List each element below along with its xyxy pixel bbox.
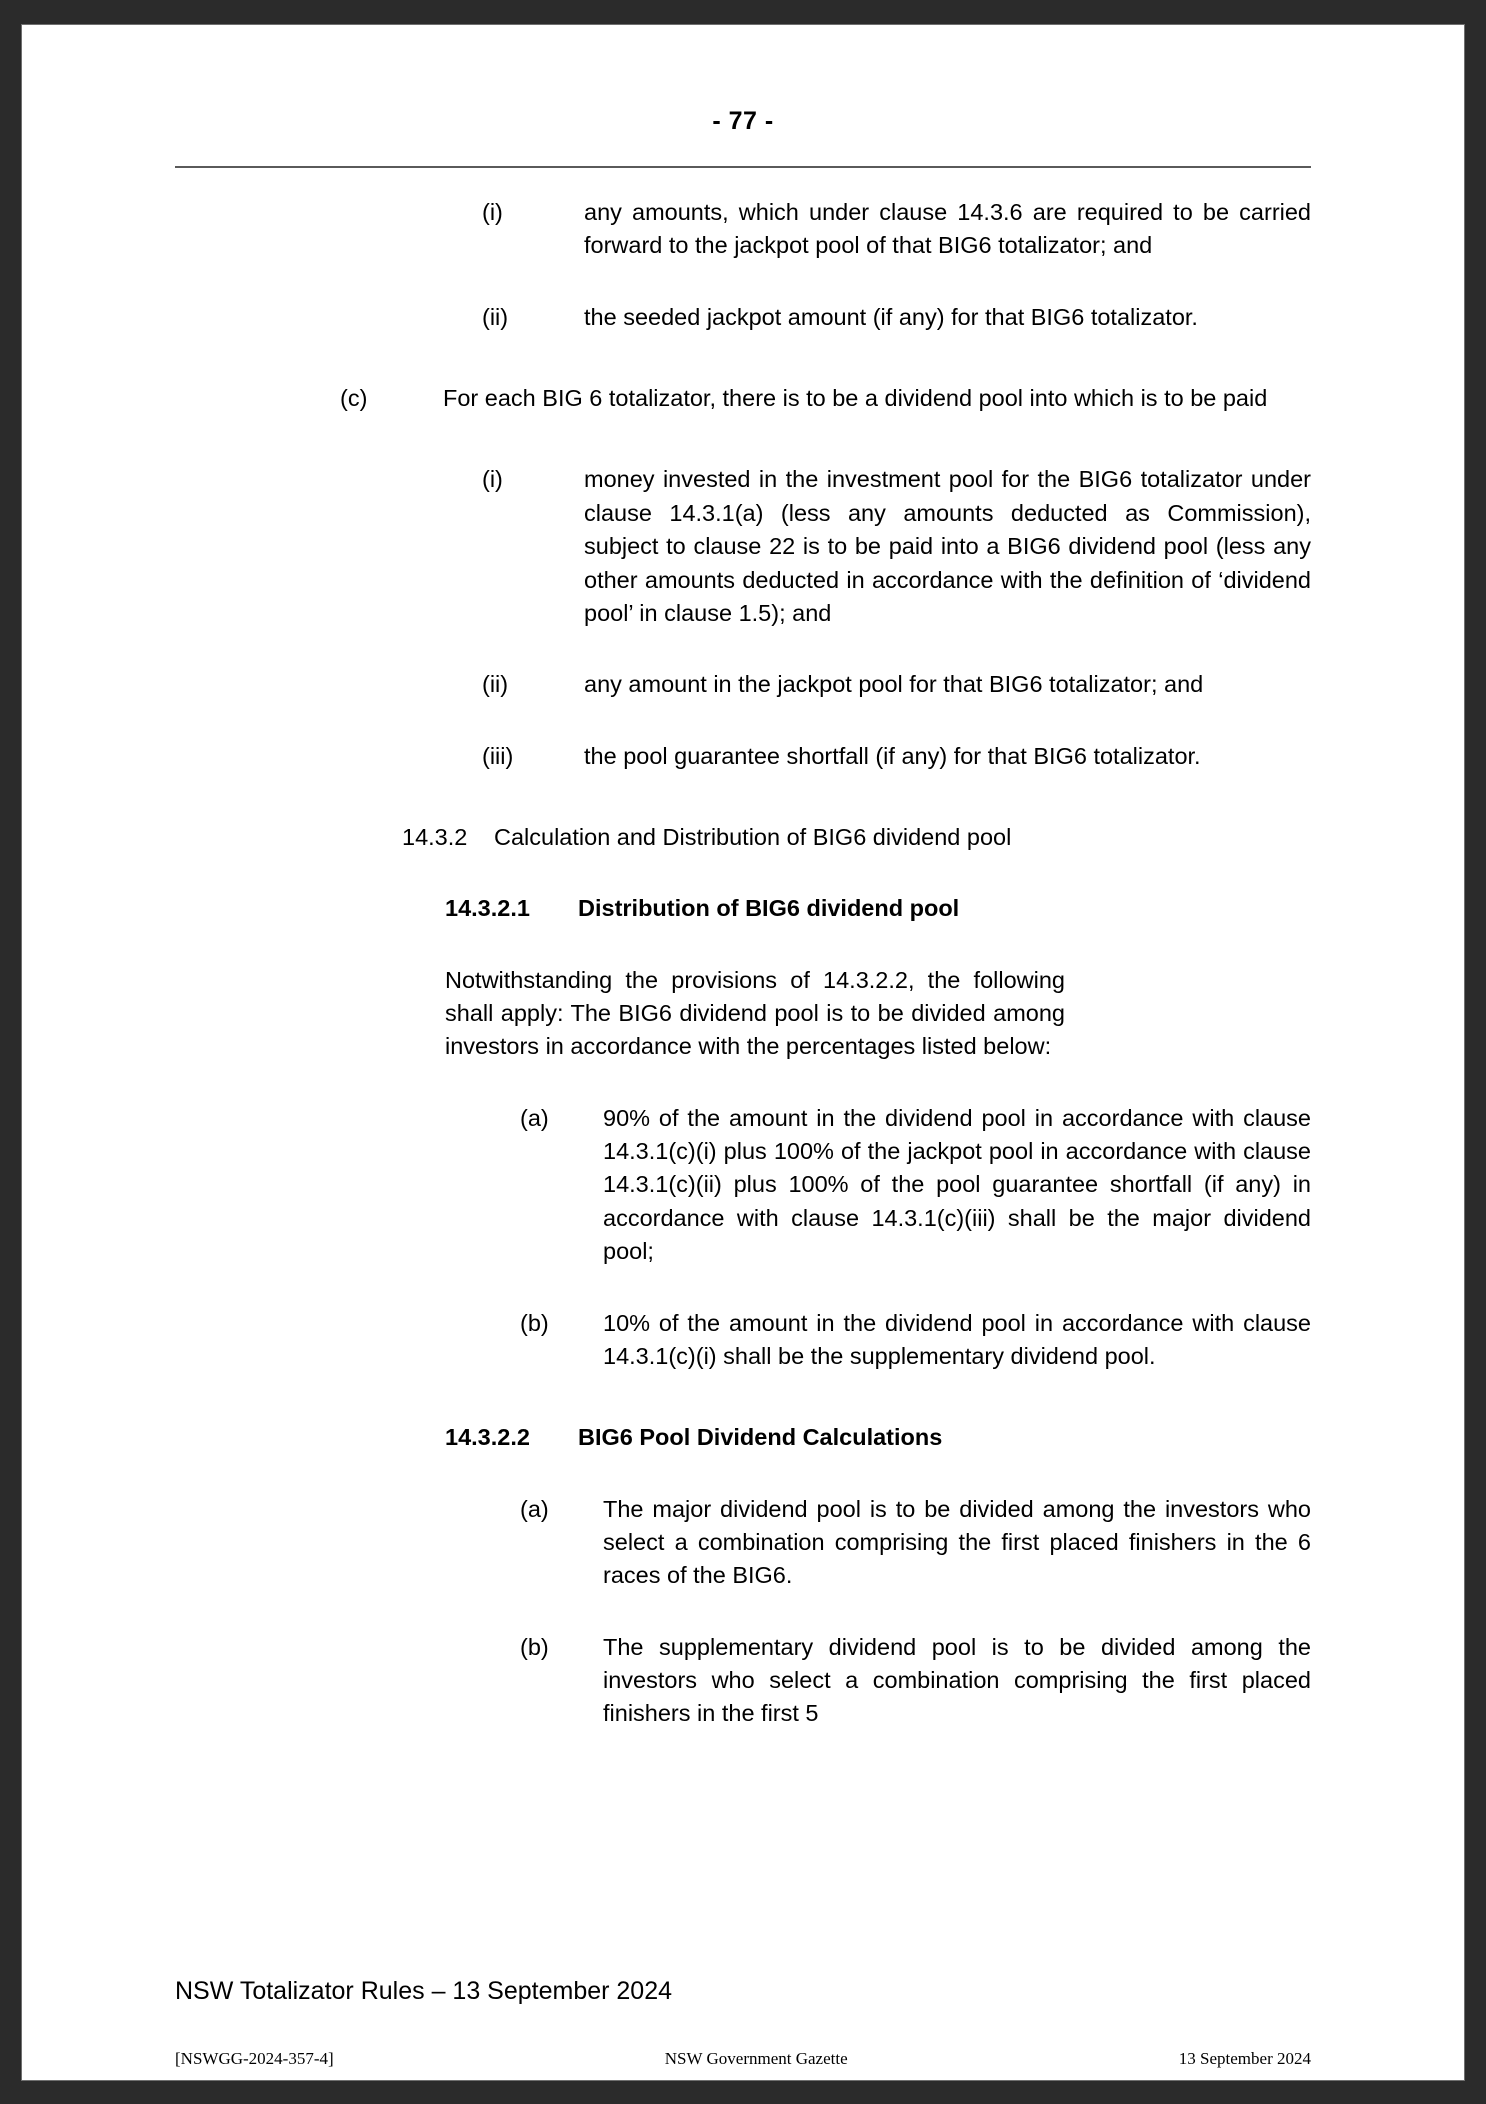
list-item xyxy=(482,463,1311,630)
heading-number: 14.3.2.1 xyxy=(445,895,530,922)
section-intro-paragraph: Notwithstanding the provisions of 14.3.2.2, the following shall apply: The BIG6 dividend pool is to be divided among investors in accordance with the percentages listed below: xyxy=(445,966,1065,1060)
list-item xyxy=(482,740,1311,773)
list-item xyxy=(482,301,1311,334)
list-item-text: money invested in the investment pool for the BIG6 totalizator under clause 14.3.1(a) (less any amounts deducted as Commission), subject to clause 22 is to be paid into a BIG6 dividend pool (less any other amounts deducted in accordance with the definition of ‘dividend pool’ in clause 1.5); and xyxy=(584,466,1311,626)
list-item-text: the pool guarantee shortfall (if any) for that BIG6 totalizator. xyxy=(584,742,1201,769)
spacer xyxy=(175,630,1311,668)
heading-14-3-2-1 xyxy=(445,892,1311,925)
spacer xyxy=(175,168,1311,196)
clause-c xyxy=(340,382,1311,415)
list-item-text: 10% of the amount in the dividend pool in accordance with clause 14.3.1(c)(i) shall be the supplementary dividend pool. xyxy=(603,1309,1311,1369)
list-item-marker: (ii) xyxy=(482,671,509,698)
spacer xyxy=(175,854,1311,892)
list-item-text: the seeded jackpot amount (if any) for that BIG6 totalizator. xyxy=(584,303,1198,330)
list-item-text: 90% of the amount in the dividend pool in accordance with clause 14.3.1(c)(i) plus 100% of the jackpot pool in accordance with clause 14.3.1(c)(ii) plus 100% of the pool guarantee shortfall (if any) in accordance with clause 14.3.1(c)(iii) shall be the major dividend pool; xyxy=(603,1104,1311,1265)
spacer xyxy=(175,263,1311,301)
spacer xyxy=(175,1064,1311,1102)
spacer xyxy=(175,702,1311,740)
heading-14-3-2-2 xyxy=(445,1421,1311,1454)
spacer xyxy=(175,1455,1311,1493)
heading-label: Calculation and Distribution of BIG6 dividend pool xyxy=(494,823,1012,850)
spacer xyxy=(175,1373,1311,1421)
list-item-marker: (i) xyxy=(482,199,503,225)
document-body xyxy=(175,168,1311,1731)
list-item-marker: (iii) xyxy=(482,742,514,769)
list-item-text: The major dividend pool is to be divided among the investors who select a combination comprising the first placed finishers in the 6 races of the BIG6. xyxy=(603,1495,1311,1589)
spacer xyxy=(175,334,1311,382)
list-item-marker: (b) xyxy=(520,1633,549,1660)
heading-label: BIG6 Pool Dividend Calculations xyxy=(578,1424,943,1451)
list-item-marker: (a) xyxy=(520,1104,549,1131)
document-page xyxy=(22,25,1464,2080)
gazette-footer xyxy=(175,2049,1311,2069)
list-item xyxy=(520,1102,1311,1269)
spacer xyxy=(175,773,1311,821)
list-item xyxy=(482,196,1311,263)
list-item xyxy=(520,1631,1311,1731)
page-content xyxy=(22,25,1464,2080)
document-footer: NSW Totalizator Rules – 13 September 2024 xyxy=(175,1977,673,2005)
list-item xyxy=(520,1493,1311,1593)
heading-14-3-2 xyxy=(402,821,1311,854)
spacer xyxy=(175,1593,1311,1631)
clause-marker: (c) xyxy=(340,385,368,412)
heading-number: 14.3.2.2 xyxy=(445,1424,530,1451)
list-item-marker: (i) xyxy=(482,466,503,493)
list-item xyxy=(482,668,1311,701)
spacer xyxy=(175,926,1311,964)
list-item xyxy=(520,1307,1311,1374)
list-item-text: The supplementary dividend pool is to be divided among the investors who select a combination comprising the first placed finishers in the first 5 xyxy=(603,1633,1311,1727)
page-number-header: - 77 - xyxy=(712,107,774,135)
heading-label: Distribution of BIG6 dividend pool xyxy=(578,895,960,922)
clause-text: For each BIG 6 totalizator, there is to be a dividend pool into which is to be paid xyxy=(443,385,1268,412)
spacer xyxy=(175,1269,1311,1307)
list-item-text: any amounts, which under clause 14.3.6 are required to be carried forward to the jackpot pool of that BIG6 totalizator; and xyxy=(584,199,1311,259)
gazette-date: 13 September 2024 xyxy=(1178,2049,1311,2068)
list-item-marker: (ii) xyxy=(482,303,509,330)
gazette-reference: [NSWGG-2024-357-4] xyxy=(175,2049,334,2068)
list-item-text: any amount in the jackpot pool for that BIG6 totalizator; and xyxy=(584,671,1204,698)
heading-number: 14.3.2 xyxy=(402,823,468,850)
gazette-publication: NSW Government Gazette xyxy=(664,2049,848,2068)
list-item-marker: (a) xyxy=(520,1495,549,1522)
list-item-marker: (b) xyxy=(520,1309,549,1336)
spacer xyxy=(175,415,1311,463)
